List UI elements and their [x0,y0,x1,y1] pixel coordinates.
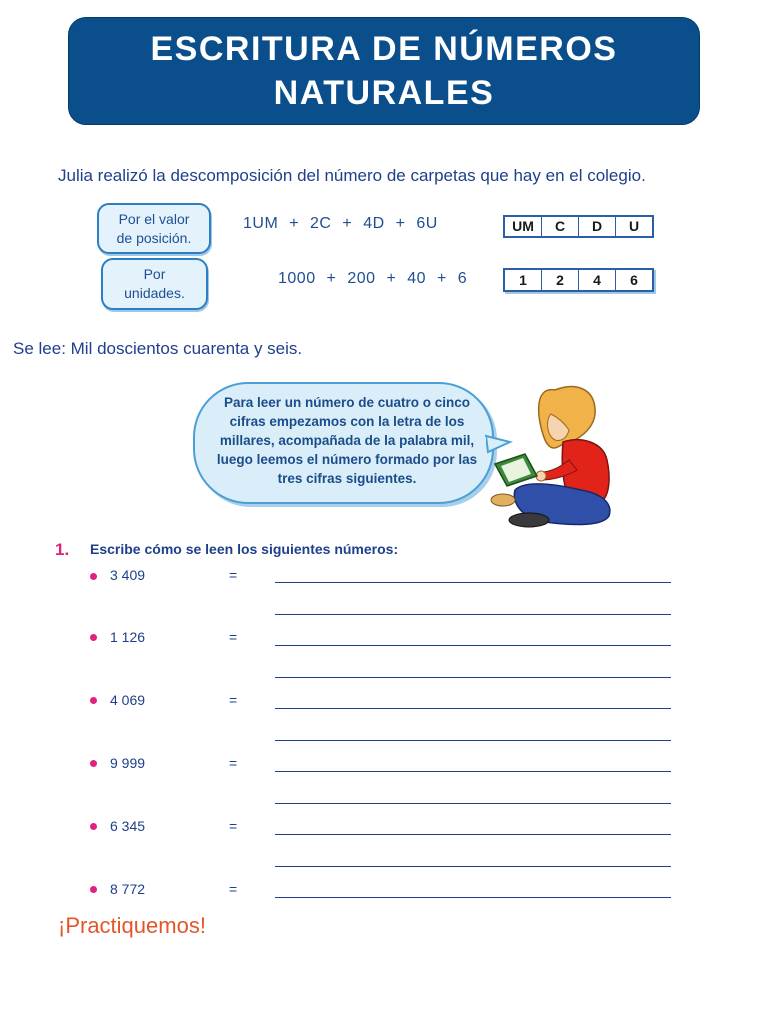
header-um: UM [505,217,542,236]
item-number: 9 999 [110,755,146,771]
answer-line[interactable] [275,708,671,709]
answer-line[interactable] [275,803,671,804]
unidades-label [101,258,208,310]
equals-sign: = [229,755,238,771]
answer-line[interactable] [275,866,671,867]
bullet-icon [90,760,97,767]
header-c: C [542,217,579,236]
answer-line[interactable] [275,645,671,646]
practiquemos-heading: ¡Practiquemos! [58,913,206,938]
item-number: 4 069 [110,692,146,708]
answer-line[interactable] [275,740,671,741]
item-number: 6 345 [110,818,146,834]
header-d: D [579,217,616,236]
answer-line[interactable] [275,897,671,898]
valor-posicion-label [97,203,211,254]
answer-line[interactable] [275,614,671,615]
item-number: 3 409 [110,567,146,583]
place-value-headers [503,215,654,238]
exercise-instruction: Escribe cómo se leen los siguientes números: [90,541,399,557]
bullet-icon [90,634,97,641]
place-value-values [503,268,654,292]
title-line-2: NATURALES [273,74,495,112]
item-number: 8 772 [110,881,146,897]
intro-text: Julia realizó la descomposición del número de carpetas que hay en el colegio. [58,166,646,185]
title-banner [68,17,700,125]
valor-label-line-2: de posición. [116,229,192,246]
equals-sign: = [229,629,238,645]
title-line-1: ESCRITURA DE NÚMEROS [150,30,618,68]
unidades-label-line-1: Por [143,266,166,282]
bullet-icon [90,573,97,580]
value-u: 6 [630,272,638,288]
answer-line[interactable] [275,834,671,835]
bullet-icon [90,697,97,704]
answer-line[interactable] [275,582,671,583]
reading-girl-illustration [485,380,625,532]
equals-sign: = [229,881,238,897]
valor-label-line-1: Por el valor [118,210,190,227]
equals-sign: = [229,818,238,834]
value-c: 2 [542,270,579,290]
answer-line[interactable] [275,677,671,678]
unidades-label-line-2: unidades. [124,285,185,301]
item-number: 1 126 [110,629,146,645]
header-u: U [628,218,640,234]
value-um: 1 [505,270,542,290]
unidades-expression: 1000 + 200 + 40 + 6 [278,270,468,287]
bullet-icon [90,823,97,830]
exercise-number: 1. [55,540,70,559]
valor-expression: 1UM + 2C + 4D + 6U [243,215,438,232]
reading-sentence: Se lee: Mil doscientos cuarenta y seis. [13,339,303,358]
bullet-icon [90,886,97,893]
equals-sign: = [229,692,238,708]
bubble-text: Para leer un número de cuatro o cinco cifras empezamos con la letra de los millares, acompañada de la palabra mil, luego leemos el número formado por las tres cifras siguientes. [216,395,478,486]
value-d: 4 [579,270,616,290]
answer-line[interactable] [275,771,671,772]
equals-sign: = [229,567,238,583]
